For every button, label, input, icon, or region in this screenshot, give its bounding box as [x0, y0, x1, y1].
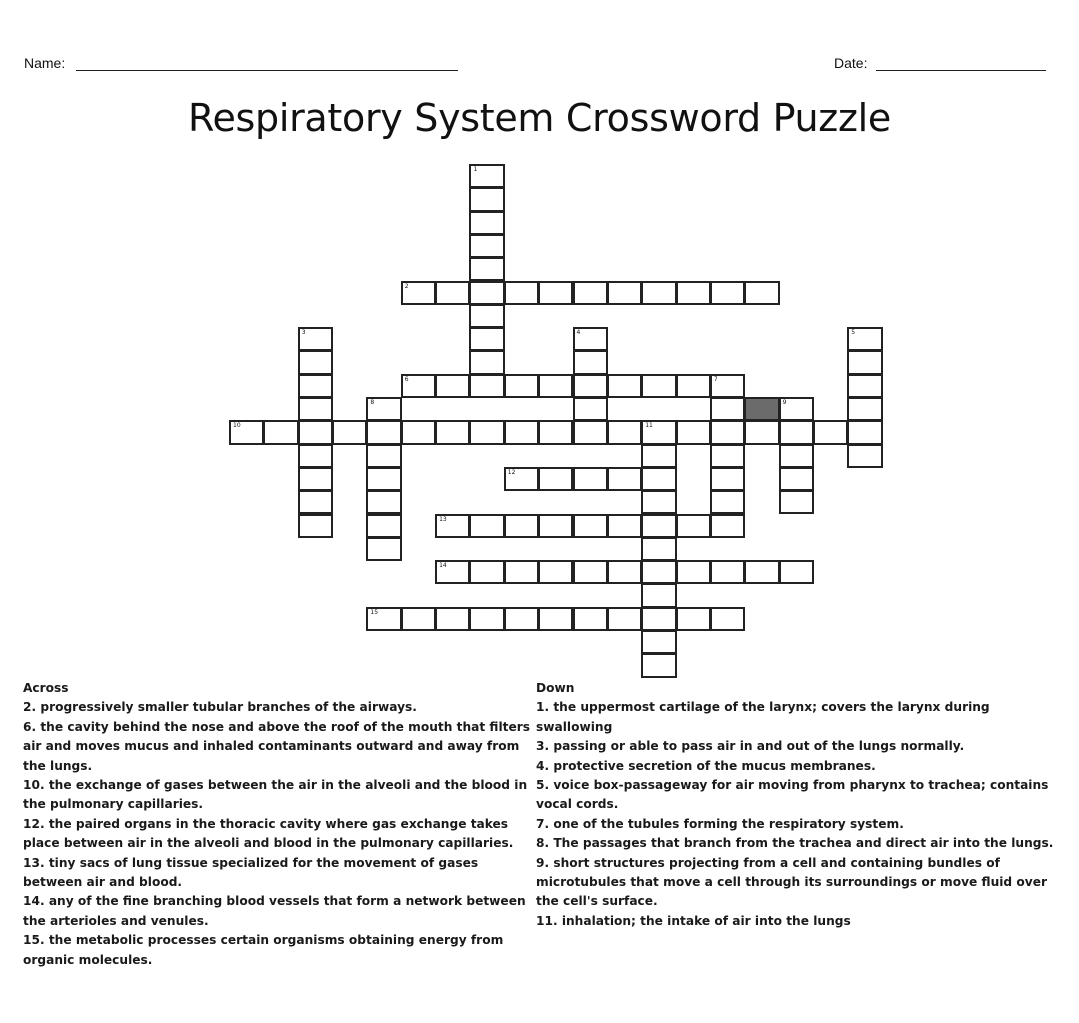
down-clue: 5. voice box-passageway for air moving from pharynx to trachea; contains vocal cords.	[536, 778, 1049, 812]
crossword-cell[interactable]	[847, 397, 882, 421]
clue-number: 15	[370, 608, 379, 616]
crossword-cell[interactable]	[229, 420, 264, 444]
crossword-cell[interactable]	[641, 490, 676, 514]
crossword-cell[interactable]	[607, 514, 642, 538]
down-clue: 4. protective secretion of the mucus membranes.	[536, 758, 876, 773]
crossword-cell[interactable]	[401, 374, 436, 398]
crossword-cell[interactable]	[847, 350, 882, 374]
clue-number: 7	[713, 375, 718, 383]
clue-number: 4	[576, 329, 581, 337]
crossword-cell[interactable]	[676, 420, 711, 444]
crossword-cell[interactable]	[573, 420, 608, 444]
crossword-cell[interactable]	[263, 420, 298, 444]
crossword-cell[interactable]	[641, 583, 676, 607]
crossword-cell[interactable]	[607, 607, 642, 631]
crossword-cell[interactable]	[469, 327, 504, 351]
crossword-cell[interactable]	[641, 653, 676, 677]
crossword-cell[interactable]	[573, 467, 608, 491]
crossword-cell[interactable]	[641, 607, 676, 631]
crossword-cell[interactable]	[573, 327, 608, 351]
crossword-cell[interactable]	[676, 560, 711, 584]
crossword-cell[interactable]	[847, 374, 882, 398]
across-clue: 14. any of the fine branching blood vessels that form a network between the arterioles and venules.	[23, 894, 526, 928]
crossword-cell[interactable]	[435, 514, 470, 538]
crossword-cell[interactable]	[298, 514, 333, 538]
down-clue: 7. one of the tubules forming the respiratory system.	[536, 816, 904, 831]
crossword-cell[interactable]	[469, 234, 504, 258]
crossword-cell[interactable]	[641, 560, 676, 584]
crossword-cell[interactable]	[469, 304, 504, 328]
crossword-cell[interactable]	[676, 607, 711, 631]
crossword-cell[interactable]	[469, 281, 504, 305]
crossword-cell[interactable]	[710, 420, 745, 444]
crossword-cell[interactable]	[641, 630, 676, 654]
across-clue: 10. the exchange of gases between the air in the alveoli and the blood in the pulmonary capillaries.	[23, 778, 528, 812]
shaded-cell	[744, 397, 779, 421]
crossword-cell[interactable]	[641, 467, 676, 491]
crossword-cell[interactable]	[538, 514, 573, 538]
clue-number: 8	[370, 399, 375, 406]
crossword-cell[interactable]	[779, 420, 814, 444]
clue-number: 13	[439, 515, 447, 523]
down-clue: 3. passing or able to pass air in and out of the lungs normally.	[536, 739, 965, 754]
crossword-cell[interactable]	[744, 560, 779, 584]
crossword-cell[interactable]	[401, 281, 436, 305]
down-clue: 9. short structures projecting from a cell and containing bundles of microtubules that move a cell through its surroundings or move fluid over the cell's surface.	[536, 855, 1047, 909]
crossword-cell[interactable]	[298, 467, 333, 491]
crossword-cell[interactable]	[298, 397, 333, 421]
crossword-cell[interactable]	[573, 514, 608, 538]
across-clue: 15. the metabolic processes certain organisms obtaining energy from organic molecules.	[23, 933, 504, 967]
crossword-cell[interactable]	[366, 537, 401, 561]
crossword-cell[interactable]	[504, 607, 539, 631]
clue-number: 2	[404, 282, 409, 290]
crossword-cell[interactable]	[469, 607, 504, 631]
crossword-cell[interactable]	[538, 467, 573, 491]
crossword-cell[interactable]	[298, 444, 333, 468]
crossword-cell[interactable]	[573, 607, 608, 631]
crossword-cell[interactable]	[641, 444, 676, 468]
clue-number: 6	[404, 375, 409, 383]
page-title: Respiratory System Crossword Puzzle	[188, 96, 891, 140]
crossword-cell[interactable]	[469, 560, 504, 584]
crossword-cell[interactable]	[573, 281, 608, 305]
crossword-cell[interactable]	[401, 420, 436, 444]
crossword-cell[interactable]	[710, 397, 745, 421]
crossword-cell[interactable]	[435, 607, 470, 631]
crossword-cell[interactable]	[710, 607, 745, 631]
across-clue: 12. the paired organs in the thoracic cavity where gas exchange takes place between air in the alveoli and blood in the pulmonary capillaries.	[23, 816, 514, 851]
crossword-cell[interactable]	[469, 211, 504, 235]
crossword-cell[interactable]	[366, 467, 401, 491]
crossword-cell[interactable]	[298, 374, 333, 398]
crossword-cell[interactable]	[366, 607, 401, 631]
crossword-cell[interactable]	[298, 327, 333, 351]
down-clue: 11. inhalation; the intake of air into the lungs	[536, 913, 851, 928]
crossword-cell[interactable]	[641, 420, 676, 444]
crossword-cell[interactable]	[779, 490, 814, 514]
clue-number: 10	[233, 422, 241, 430]
crossword-cell[interactable]	[710, 467, 745, 491]
crossword-cell[interactable]	[469, 257, 504, 281]
crossword-cell[interactable]	[676, 514, 711, 538]
crossword-cell[interactable]	[504, 514, 539, 538]
crossword-cell[interactable]	[607, 560, 642, 584]
clue-number: 14	[439, 562, 447, 570]
crossword-cell[interactable]	[538, 420, 573, 444]
crossword-cell[interactable]	[779, 560, 814, 584]
crossword-cell[interactable]	[573, 374, 608, 398]
crossword-cell[interactable]	[641, 514, 676, 538]
down-clue: 8. The passages that branch from the trachea and direct air into the lungs.	[536, 836, 1054, 851]
crossword-cell[interactable]	[435, 281, 470, 305]
crossword-cell[interactable]	[607, 420, 642, 444]
crossword-cell[interactable]	[710, 514, 745, 538]
down-heading: Down	[536, 681, 575, 695]
date-label: Date:	[834, 55, 868, 71]
crossword-cell[interactable]	[538, 374, 573, 398]
crossword-cell[interactable]	[366, 514, 401, 538]
down-clues	[536, 679, 1056, 931]
crossword-cell[interactable]	[710, 281, 745, 305]
crossword-cell[interactable]	[641, 374, 676, 398]
clue-number: 11	[645, 422, 653, 430]
across-heading: Across	[23, 681, 69, 695]
crossword-cell[interactable]	[469, 420, 504, 444]
down-clue: 1. the uppermost cartilage of the larynx; covers the larynx during swallowing	[536, 700, 990, 734]
crossword-cell[interactable]	[298, 420, 333, 444]
crossword-cell[interactable]	[469, 350, 504, 374]
crossword-cell[interactable]	[607, 374, 642, 398]
crossword-cell[interactable]	[469, 514, 504, 538]
name-label: Name:	[24, 55, 66, 71]
crossword-cell[interactable]	[676, 374, 711, 398]
crossword-cell[interactable]	[366, 444, 401, 468]
across-clues	[23, 679, 538, 970]
crossword-cell[interactable]	[710, 490, 745, 514]
crossword-cell[interactable]	[504, 560, 539, 584]
crossword-cell[interactable]	[573, 350, 608, 374]
across-clue: 6. the cavity behind the nose and above the roof of the mouth that filters air and moves mucus and inhaled contaminants outward and away from the lungs.	[23, 719, 531, 773]
crossword-cell[interactable]	[573, 397, 608, 421]
crossword-cell[interactable]	[641, 537, 676, 561]
crossword-cell[interactable]	[744, 281, 779, 305]
crossword-cell[interactable]	[332, 420, 367, 444]
crossword-cell[interactable]	[813, 420, 848, 444]
crossword-cell[interactable]	[779, 397, 814, 421]
crossword-cell[interactable]	[710, 374, 745, 398]
crossword-cell[interactable]	[366, 490, 401, 514]
clue-number: 12	[507, 468, 516, 476]
crossword-cell[interactable]	[504, 374, 539, 398]
crossword-cell[interactable]	[847, 420, 882, 444]
crossword-cell[interactable]	[538, 607, 573, 631]
crossword-cell[interactable]	[298, 490, 333, 514]
crossword-cell[interactable]	[401, 607, 436, 631]
crossword-cell[interactable]	[710, 444, 745, 468]
crossword-cell[interactable]	[435, 560, 470, 584]
crossword-cell[interactable]	[744, 420, 779, 444]
crossword-cell[interactable]	[469, 187, 504, 211]
crossword-cell[interactable]	[538, 560, 573, 584]
crossword-cell[interactable]	[573, 560, 608, 584]
crossword-cell[interactable]	[469, 374, 504, 398]
crossword-cell[interactable]	[366, 397, 401, 421]
crossword-cell[interactable]	[641, 281, 676, 305]
crossword-cell[interactable]	[538, 281, 573, 305]
crossword-cell[interactable]	[779, 444, 814, 468]
crossword-cell[interactable]	[779, 467, 814, 491]
crossword-cell[interactable]	[847, 444, 882, 468]
crossword-cell[interactable]	[504, 467, 539, 491]
crossword-cell[interactable]	[676, 281, 711, 305]
clue-number: 5	[851, 329, 856, 337]
crossword-cell[interactable]	[469, 164, 504, 188]
clue-number: 9	[782, 399, 787, 406]
crossword-cell[interactable]	[504, 420, 539, 444]
crossword-cell[interactable]	[435, 420, 470, 444]
across-clue: 2. progressively smaller tubular branches of the airways.	[23, 700, 417, 715]
crossword-cell[interactable]	[710, 560, 745, 584]
clue-number: 3	[301, 329, 306, 337]
crossword-cell[interactable]	[366, 420, 401, 444]
across-clue: 13. tiny sacs of lung tissue specialized for the movement of gases between air and blood.	[23, 855, 479, 890]
crossword-cell[interactable]	[435, 374, 470, 398]
crossword-cell[interactable]	[298, 350, 333, 374]
crossword-cell[interactable]	[847, 327, 882, 351]
clue-number: 1	[473, 166, 478, 173]
crossword-cell[interactable]	[607, 467, 642, 491]
crossword-cell[interactable]	[504, 281, 539, 305]
crossword-cell[interactable]	[607, 281, 642, 305]
